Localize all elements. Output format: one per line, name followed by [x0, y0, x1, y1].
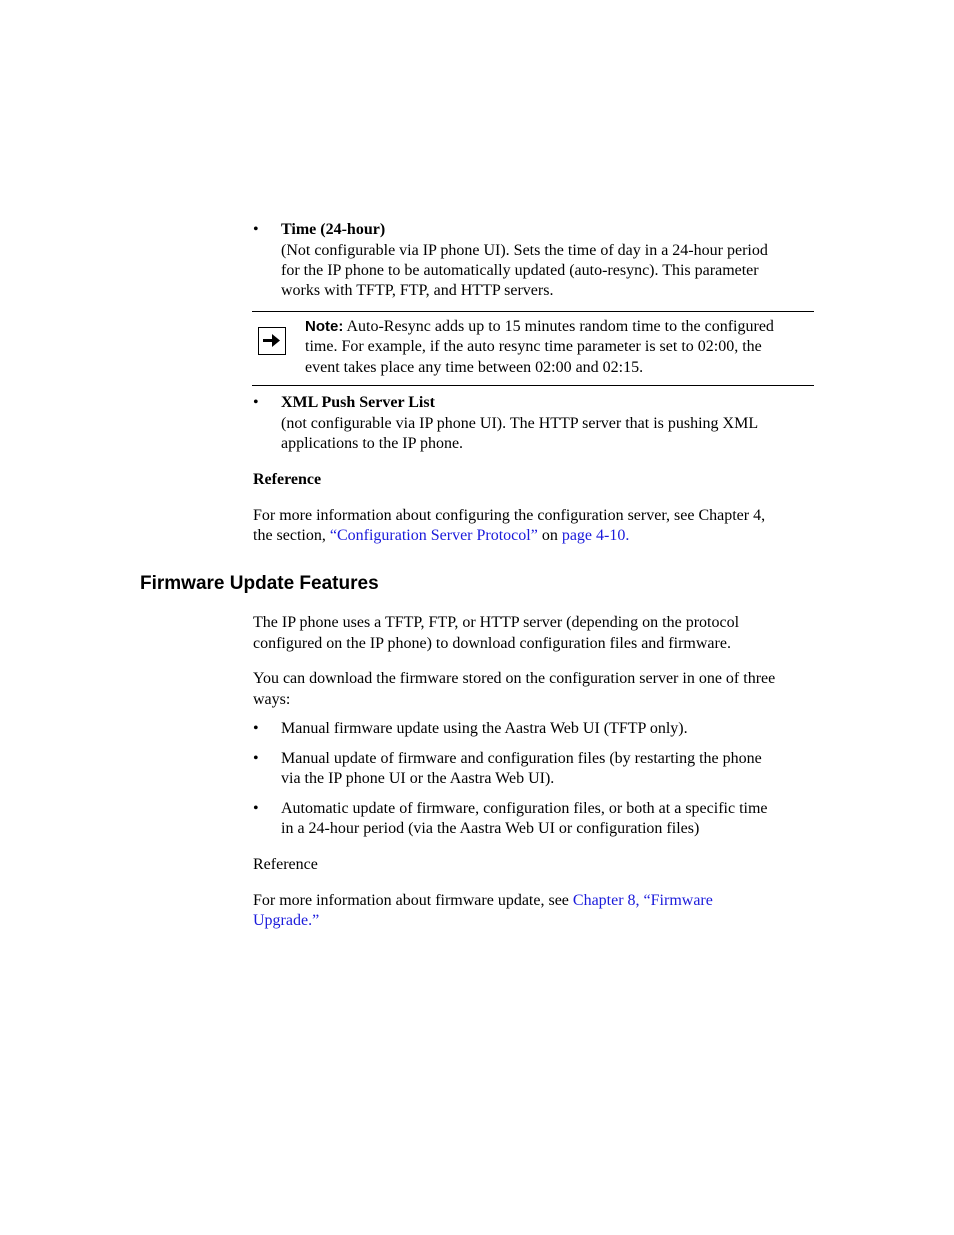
bullet-marker: • [253, 750, 259, 767]
note-top-rule [252, 311, 814, 312]
reference-text: on [537, 527, 562, 544]
reference-text-line-2 [253, 526, 629, 546]
paragraph-line: ways: [253, 691, 291, 708]
xml-item-line: applications to the IP phone. [281, 435, 464, 452]
reference-heading: Reference [253, 856, 318, 873]
reference-text: the section, [253, 527, 330, 544]
time-item-line: for the IP phone to be automatically updated (auto-resync). This parameter [281, 262, 759, 279]
reference-text: For more information about configuring the configuration server, see Chapter 4, [253, 507, 766, 524]
time-item-line: (Not configurable via IP phone UI). Sets the time of day in a 24-hour period [281, 242, 768, 259]
page-4-10-link[interactable]: page 4-10. [561, 527, 630, 544]
note-line-2: time. For example, if the auto resync time parameter is set to 02:00, the [305, 338, 762, 355]
section-heading: Firmware Update Features [140, 573, 379, 594]
note-text: Auto-Resync adds up to 15 minutes random time to the configured [346, 318, 774, 335]
reference-text: For more information about firmware update, see [253, 892, 573, 909]
note-line-1 [305, 317, 774, 337]
list-item: in a 24-hour period (via the Aastra Web UI or configuration files) [281, 820, 700, 837]
list-item: via the IP phone UI or the Aastra Web UI). [281, 770, 555, 787]
reference-text-line-1 [253, 891, 713, 911]
reference-text-line-2 [253, 911, 319, 931]
list-item: Manual update of firmware and configuration files (by restarting the phone [281, 750, 762, 767]
paragraph-line: You can download the firmware stored on the configuration server in one of three [253, 670, 776, 687]
reference-heading: Reference [253, 471, 322, 488]
note-bottom-rule [252, 385, 814, 386]
note-label: Note: [305, 318, 344, 335]
paragraph-line: configured on the IP phone) to download configuration files and firmware. [253, 635, 731, 652]
bullet-marker: • [253, 221, 259, 238]
xml-item-line: (not configurable via IP phone UI). The HTTP server that is pushing XML [281, 415, 759, 432]
time-item-title: Time (24-hour) [281, 221, 386, 238]
bullet-marker: • [253, 800, 259, 817]
list-item: Automatic update of firmware, configuration files, or both at a specific time [281, 800, 768, 817]
list-item: Manual firmware update using the Aastra Web UI (TFTP only). [281, 720, 688, 737]
arrow-right-icon [258, 327, 286, 355]
bullet-marker: • [253, 394, 259, 411]
chapter-8-link[interactable]: Chapter 8, “Firmware [572, 892, 713, 909]
paragraph-line: The IP phone uses a TFTP, FTP, or HTTP server (depending on the protocol [253, 614, 740, 631]
xml-item-title: XML Push Server List [281, 394, 435, 411]
chapter-8-link-continued[interactable]: Upgrade.” [253, 912, 320, 929]
configuration-server-protocol-link[interactable]: “Configuration Server Protocol” [329, 527, 538, 544]
note-line-3: event takes place any time between 02:00 and 02:15. [305, 359, 644, 376]
bullet-marker: • [253, 720, 259, 737]
time-item-line: works with TFTP, FTP, and HTTP servers. [281, 282, 554, 299]
